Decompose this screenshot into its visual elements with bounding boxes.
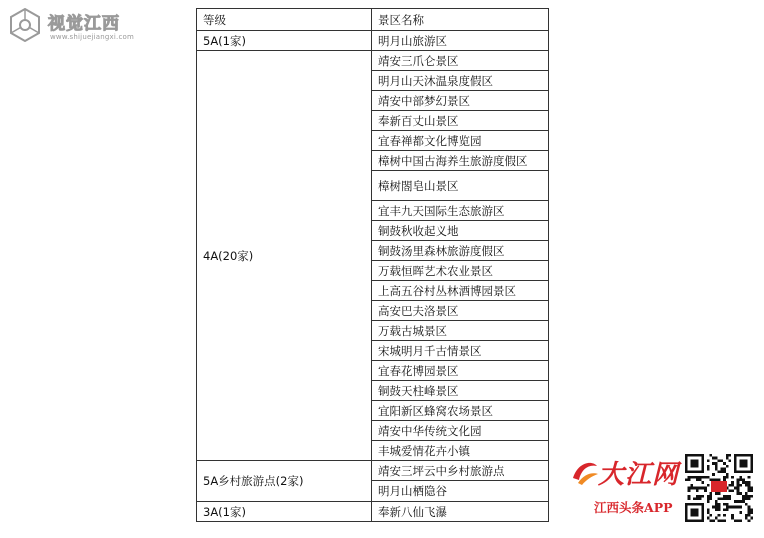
watermark-title: 视觉江西 [48,14,120,34]
table-body [197,9,549,522]
site-name-cell: 铜鼓汤里森林旅游度假区 [372,241,549,261]
table-row [197,31,549,51]
site-name-cell: 宜春花博园景区 [372,361,549,381]
table-row [197,51,549,71]
site-name-cell: 樟树閤皂山景区 [372,171,549,201]
swirl-logo-icon [570,456,600,486]
header-grade: 等级 [197,9,372,31]
brand-logo [570,452,680,522]
watermark-url: www.shijuejiangxi.com [50,33,134,41]
site-name-cell: 樟树中国古海养生旅游度假区 [372,151,549,171]
site-name-cell: 靖安三爪仑景区 [372,51,549,71]
grade-cell: 3A(1家) [197,502,372,522]
qr-code-icon [685,454,753,522]
site-name-cell: 铜鼓秋收起义地 [372,221,549,241]
site-name-cell: 万载古城景区 [372,321,549,341]
site-name-cell: 宜春禅都文化博览园 [372,131,549,151]
site-name-cell: 靖安中华传统文化园 [372,421,549,441]
site-name-cell: 丰城爱情花卉小镇 [372,441,549,461]
site-name-cell: 宜丰九天国际生态旅游区 [372,201,549,221]
scenic-area-table [196,8,549,522]
site-name-cell: 明月山旅游区 [372,31,549,51]
site-name-cell: 万载恒晖艺术农业景区 [372,261,549,281]
table-row [197,502,549,522]
site-name-cell: 靖安中部梦幻景区 [372,91,549,111]
brand-app-label: 江西头条APP [594,500,673,515]
site-name-cell: 高安巴夫洛景区 [372,301,549,321]
site-name-cell: 奉新百丈山景区 [372,111,549,131]
brand-name: 大江网 [598,460,680,490]
grade-cell: 4A(20家) [197,51,372,461]
site-name-cell: 明月山天沐温泉度假区 [372,71,549,91]
site-name-cell: 铜鼓天柱峰景区 [372,381,549,401]
header-site-name: 景区名称 [372,9,549,31]
watermark-logo [6,4,136,48]
grade-cell: 5A(1家) [197,31,372,51]
site-name-cell: 宜阳新区蜂窝农场景区 [372,401,549,421]
table-header-row [197,9,549,31]
hexagon-logo-icon [8,8,42,42]
table-row [197,461,549,481]
site-name-cell: 奉新八仙飞瀑 [372,502,549,522]
site-name-cell: 明月山栖隐谷 [372,481,549,502]
site-name-cell: 宋城明月千古情景区 [372,341,549,361]
grade-cell: 5A乡村旅游点(2家) [197,461,372,502]
site-name-cell: 靖安三坪云中乡村旅游点 [372,461,549,481]
site-name-cell: 上高五谷村丛林酒博园景区 [372,281,549,301]
